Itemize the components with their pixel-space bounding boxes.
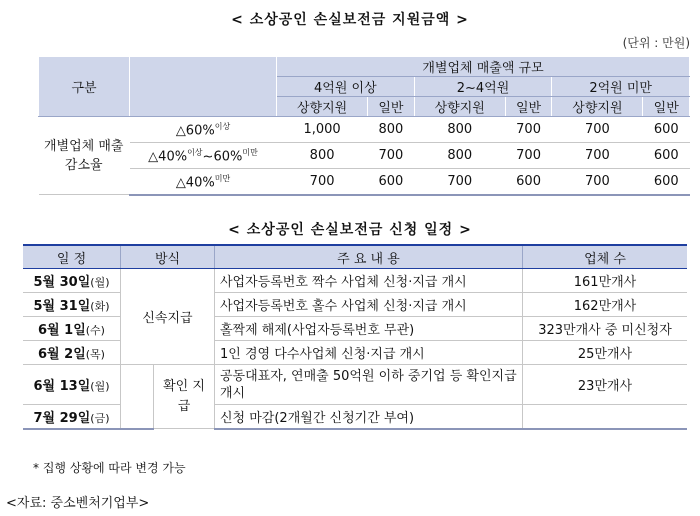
- schedule-date: 6월 1일(수): [23, 317, 121, 341]
- sub-header: 상향지원: [552, 97, 643, 117]
- amount-cell: 700: [552, 117, 643, 143]
- count-header: 업체 수: [523, 245, 688, 269]
- schedule-date: 5월 30일(월): [23, 269, 121, 293]
- method-header: 방식: [121, 245, 215, 269]
- rate-cell: △40%$^{미만}$: [130, 169, 277, 195]
- schedule-date: 5월 31일(화): [23, 293, 121, 317]
- amount-cell: 600: [643, 143, 690, 169]
- method-confirm-pay: 확인 지급: [154, 365, 215, 429]
- schedule-date: 7월 29일(금): [23, 405, 121, 429]
- amount-cell: 800: [368, 117, 414, 143]
- schedule-content: 공동대표자, 연매출 50억원 이하 중기업 등 확인지급 개시: [215, 365, 523, 405]
- unit-label: (단위 : 만원): [622, 36, 690, 50]
- band-header: 4억원 이상: [277, 77, 415, 97]
- band-header: 2억원 미만: [552, 77, 690, 97]
- date-header: 일 정: [23, 245, 121, 269]
- schedule-content: 1인 경영 다수사업체 신청·지급 개시: [215, 341, 523, 365]
- company-count: 323만개사 중 미신청자: [523, 317, 688, 341]
- rate-cell: △60%$^{이상}$: [130, 117, 277, 143]
- schedule-date: 6월 13일(월): [23, 365, 121, 405]
- amount-cell: 600: [643, 117, 690, 143]
- method-spacer: [121, 365, 154, 405]
- support-amount-table: [38, 57, 690, 196]
- amount-cell: 700: [505, 143, 551, 169]
- amount-cell: 800: [414, 143, 505, 169]
- amount-cell: 1,000: [277, 117, 368, 143]
- sub-header: 일반: [505, 97, 551, 117]
- sales-size-header: 개별업체 매출액 규모: [277, 57, 690, 77]
- table1-title: < 소상공인 손실보전금 지원금액 >: [231, 12, 469, 28]
- schedule-table: [23, 244, 687, 430]
- company-count: 161만개사: [523, 269, 688, 293]
- rate-cell: △40%$^{이상}$~60%$^{미만}$: [130, 143, 277, 169]
- company-count: 162만개사: [523, 293, 688, 317]
- company-count: 23만개사: [523, 365, 688, 405]
- sub-header: 일반: [643, 97, 690, 117]
- sub-header: 상향지원: [277, 97, 368, 117]
- amount-cell: 700: [368, 143, 414, 169]
- schedule-content: 사업자등록번호 홀수 사업체 신청·지급 개시: [215, 293, 523, 317]
- amount-cell: 700: [505, 117, 551, 143]
- amount-cell: 800: [414, 117, 505, 143]
- amount-cell: 700: [414, 169, 505, 195]
- amount-cell: 800: [277, 143, 368, 169]
- schedule-date: 6월 2일(목): [23, 341, 121, 365]
- sales-decline-label: 개별업체 매출감소율: [39, 117, 130, 195]
- schedule-content: 홀짝제 해제(사업자등록번호 무관): [215, 317, 523, 341]
- sub-header: 일반: [368, 97, 414, 117]
- method-spacer: [121, 405, 154, 429]
- table2-title: < 소상공인 손실보전금 신청 일정 >: [228, 222, 472, 238]
- footnote: * 집행 상황에 따라 변경 가능: [33, 461, 186, 475]
- method-fast-pay: 신속지급: [121, 269, 215, 365]
- amount-cell: 600: [368, 169, 414, 195]
- amount-cell: 700: [552, 143, 643, 169]
- schedule-content: 사업자등록번호 짝수 사업체 신청·지급 개시: [215, 269, 523, 293]
- amount-cell: 600: [505, 169, 551, 195]
- band-header: 2~4억원: [414, 77, 552, 97]
- company-count: 25만개사: [523, 341, 688, 365]
- amount-cell: 700: [552, 169, 643, 195]
- sub-header: 상향지원: [414, 97, 505, 117]
- amount-cell: 700: [277, 169, 368, 195]
- amount-cell: 600: [643, 169, 690, 195]
- source-label: <자료: 중소벤처기업부>: [6, 496, 150, 511]
- content-header: 주 요 내 용: [215, 245, 523, 269]
- schedule-content: 신청 마감(2개월간 신청기간 부여): [215, 405, 523, 429]
- company-count: [523, 405, 688, 429]
- category-header: 구분: [39, 57, 130, 117]
- category-header-spacer: [130, 57, 277, 117]
